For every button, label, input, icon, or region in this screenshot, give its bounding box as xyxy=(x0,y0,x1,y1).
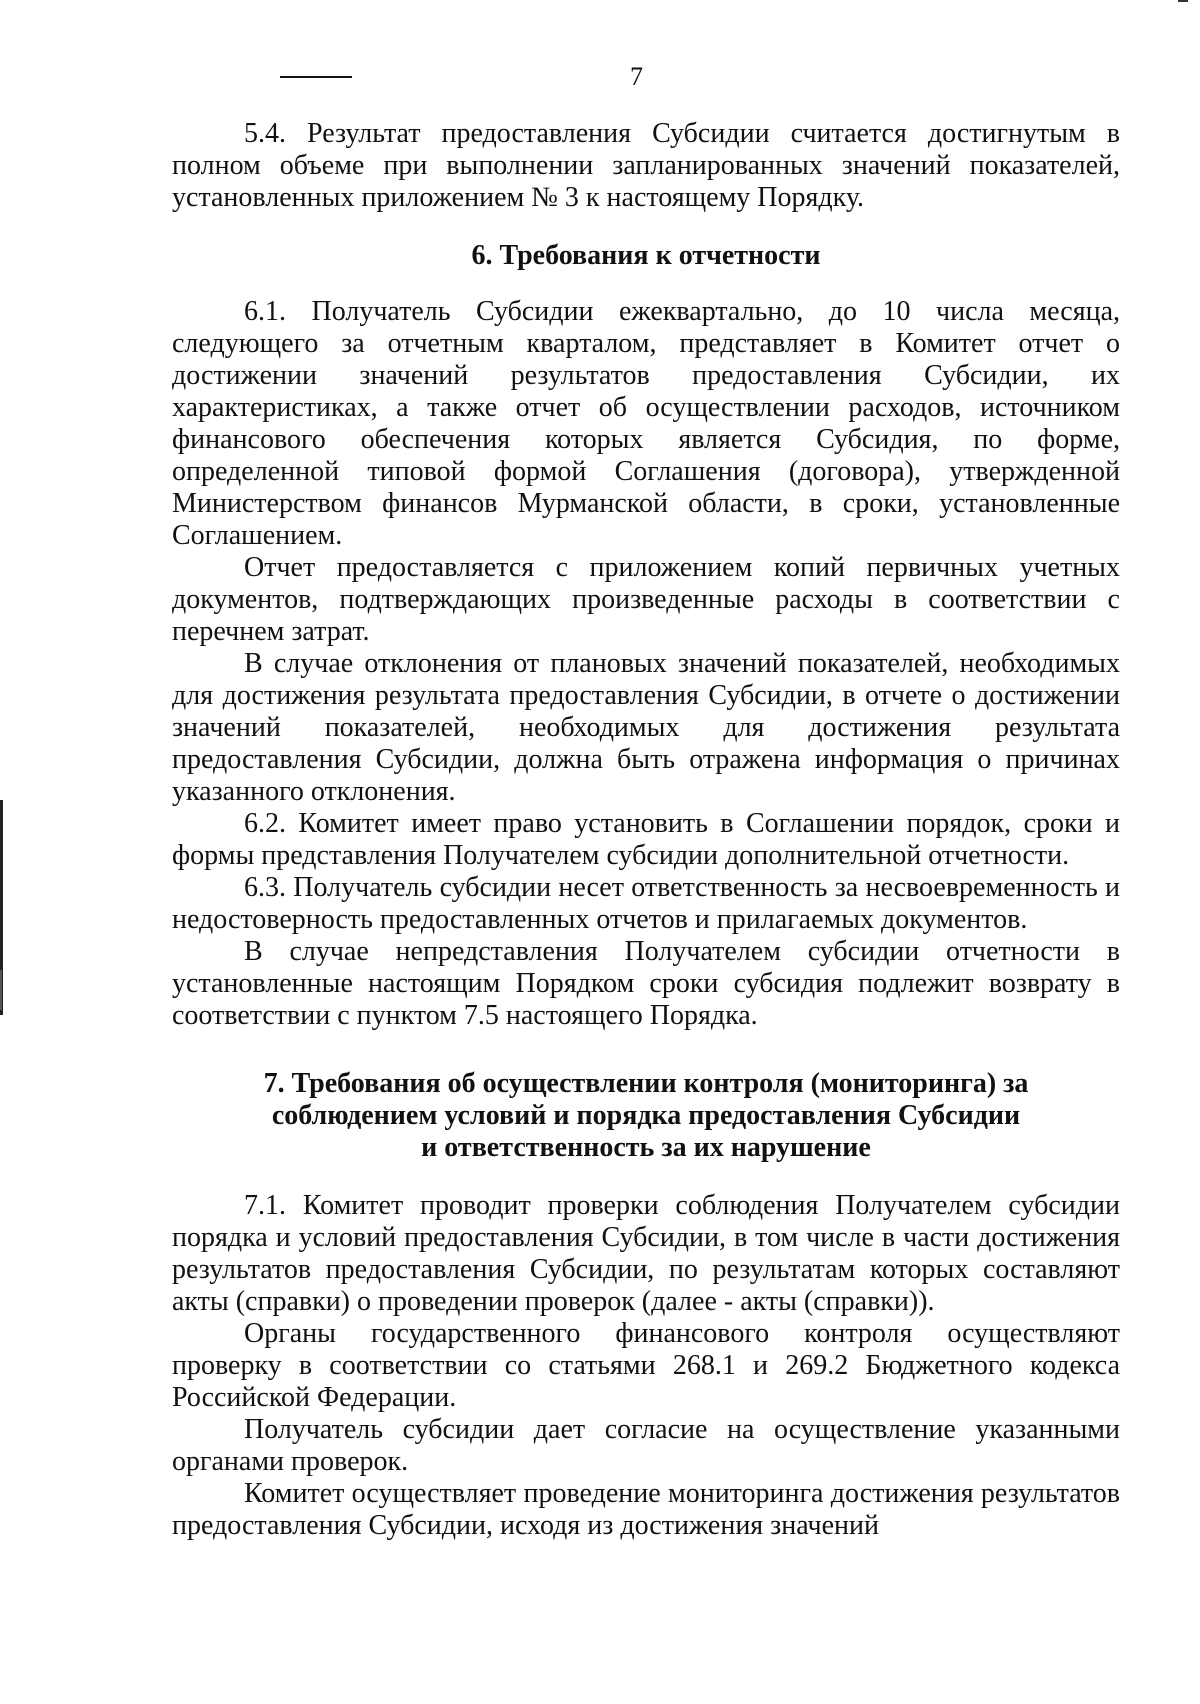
scan-binding-mark xyxy=(0,970,2,1010)
section-7-heading-line-2: соблюдением условий и порядка предоставления Субсидии xyxy=(271,1100,1021,1131)
paragraph-consent: Получатель субсидии дает согласие на осуществление указанными органами проверок. xyxy=(172,1414,1120,1477)
paragraph-report: Отчет предоставляется с приложением копий первичных учетных документов, подтверждающих произведенные расходы в соответствии с перечнем затрат. xyxy=(172,552,1120,647)
paragraph-6-2: 6.2. Комитет имеет право установить в Соглашении порядок, сроки и формы представления Получателем субсидии дополнительной отчетности. xyxy=(172,808,1120,871)
paragraph-5-4: 5.4. Результат предоставления Субсидии считается достигнутым в полном объеме при выполнении запланированных значений показателей, установленных приложением № 3 к настоящему Порядку. xyxy=(172,118,1120,213)
paragraph-organs: Органы государственного финансового контроля осуществляют проверку в соответствии со статьями 268.1 и 269.2 Бюджетного кодекса Российской Федерации. xyxy=(172,1318,1120,1413)
section-6-heading: 6. Требования к отчетности xyxy=(471,240,821,271)
document-body xyxy=(172,118,1120,1542)
page-number: 7 xyxy=(630,62,643,91)
paragraph-deviation: В случае отклонения от плановых значений показателей, необходимых для достижения результата предоставления Субсидии, в отчете о достижении значений показателей, необходимых для достижения результата предоставления Субсидии, должна быть отражена информация о причинах указанного отклонения. xyxy=(172,648,1120,807)
spacer xyxy=(172,214,1120,240)
header-rule xyxy=(280,76,352,78)
paragraph-6-1: 6.1. Получатель Субсидии ежеквартально, до 10 числа месяца, следующего за отчетным кварталом, представляет в Комитет отчет о достижении значений результатов предоставления Субсидии, их характеристиках, а также отчет об осуществлении расходов, источником финансового обеспечения которых является Субсидия, по форме, определенной типовой формой Соглашения (договора), утвержденной Министерством финансов Мурманской области, в сроки, установленные Соглашением. xyxy=(172,296,1120,551)
paragraph-monitoring: Комитет осуществляет проведение мониторинга достижения результатов предоставления Субсидии, исходя из достижения значений xyxy=(172,1478,1120,1541)
spacer xyxy=(172,272,1120,296)
spacer xyxy=(172,1164,1120,1190)
section-7-heading-line-1: 7. Требования об осуществлении контроля (мониторинга) за xyxy=(263,1068,1029,1099)
paragraph-7-1: 7.1. Комитет проводит проверки соблюдения Получателем субсидии порядка и условий предоставления Субсидии, в том числе в части достижения результатов предоставления Субсидии, по результатам которых составляют акты (справки) о проведении проверок (далее - акты (справки)). xyxy=(172,1190,1120,1317)
scan-edge-mark xyxy=(1178,0,1188,2)
paragraph-6-3: 6.3. Получатель субсидии несет ответственность за несвоевременность и недостоверность предоставленных отчетов и прилагаемых документов. xyxy=(172,872,1120,935)
spacer xyxy=(172,1032,1120,1068)
paragraph-nonsubmit: В случае непредставления Получателем субсидии отчетности в установленные настоящим Порядком сроки субсидия подлежит возврату в соответствии с пунктом 7.5 настоящего Порядка. xyxy=(172,936,1120,1031)
section-7-heading-line-3: и ответственность за их нарушение xyxy=(421,1132,871,1163)
